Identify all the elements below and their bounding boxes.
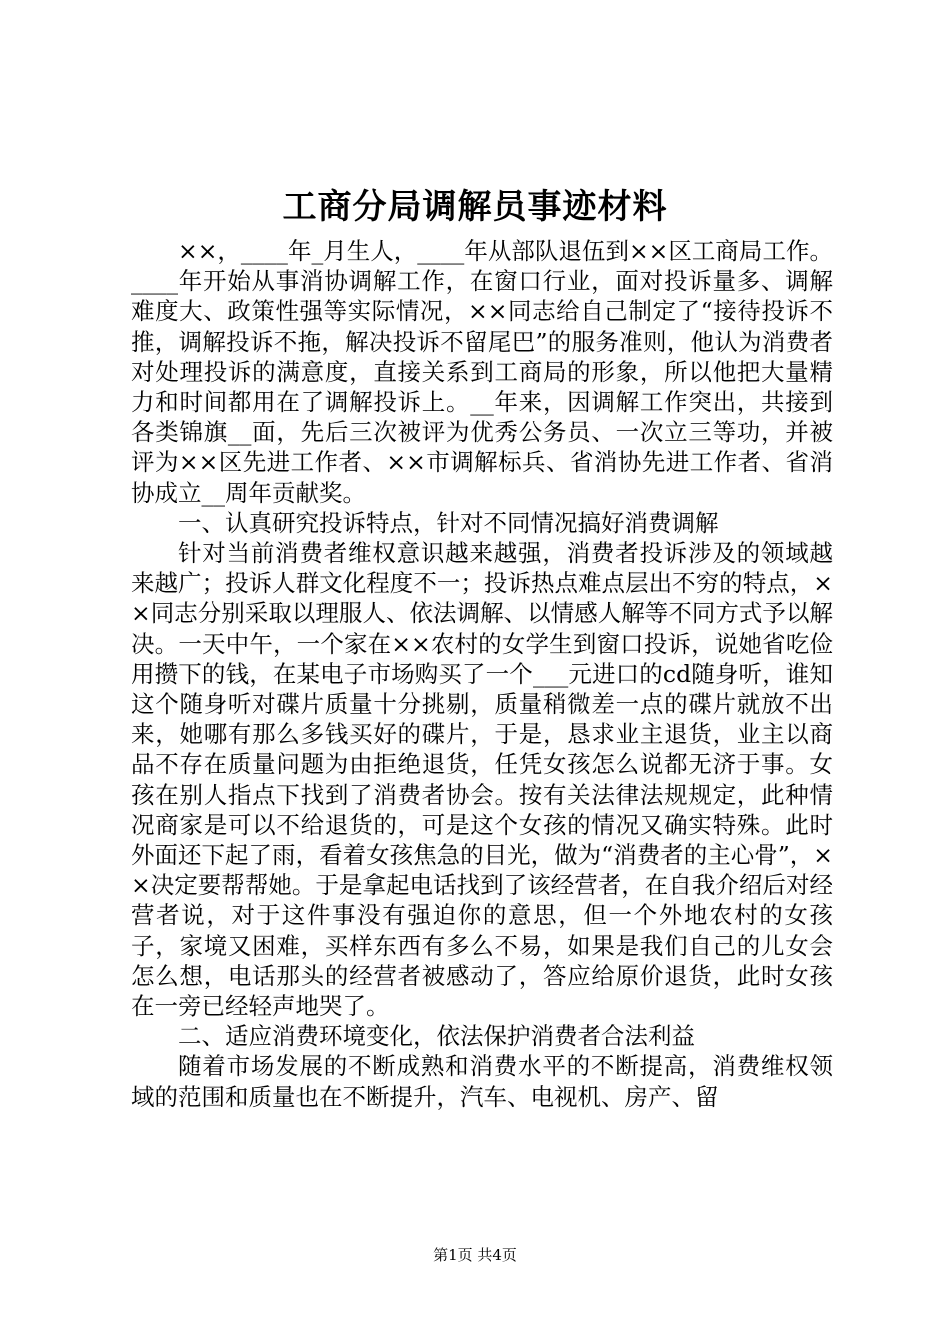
paragraph-section-1: 针对当前消费者维权意识越来越强，消费者投诉涉及的领域越来越广；投诉人群文化程度不一；投诉热点难点层出不穷的特点，××同志分别采取以理服人、依法调解、以情感人解等不同方式予以解决。一天中午，一个家在××农村的女学生到窗口投诉，说她省吃俭用攒下的钱，在某电子市场购买了一个___元进口的cd随身听，谁知这个随身听对碟片质量十分挑剔，质量稍微差一点的碟片就放不出来，她哪有那么多钱买好的碟片，于是，恳求业主退货，业主以商品不存在质量问题为由拒绝退货，任凭女孩怎么说都无济于事。女孩在别人指点下找到了消费者协会。按有关法律法规规定，此种情况商家是可以不给退货的，可是这个女孩的情况又确实特殊。此时外面还下起了雨，看着女孩焦急的目光，做为“消费者的主心骨”，××决定要帮帮她。于是拿起电话找到了该经营者，在自我介绍后对经营者说，对于这件事没有强迫你的意思，但一个外地农村的女孩子，家境又困难，买样东西有多么不易，如果是我们自己的儿女会怎么想，电话那头的经营者被感动了，答应给原价退货，此时女孩在一旁已经轻声地哭了。 xyxy=(131,539,833,1021)
section-heading-1: 一、认真研究投诉特点，针对不同情况搞好消费调解 xyxy=(178,508,719,537)
document-body xyxy=(131,236,833,1112)
paragraph-section-2: 随着市场发展的不断成熟和消费水平的不断提高，消费维权领域的范围和质量也在不断提升，汽车、电视机、房产、留 xyxy=(131,1052,833,1111)
document-title: 工商分局调解员事迹材料 xyxy=(282,187,668,227)
section-heading-2: 二、适应消费环境变化，依法保护消费者合法利益 xyxy=(178,1022,695,1051)
paragraph-intro: ××，____年_月生人，____年从部队退伍到××区工商局工作。____年开始从事消协调解工作，在窗口行业，面对投诉量多、调解难度大、政策性强等实际情况，××同志给自己制定了“接待投诉不推，调解投诉不拖，解决投诉不留尾巴”的服务准则，他认为消费者对处理投诉的满意度，直接关系到工商局的形象，所以他把大量精力和时间都用在了调解投诉上。__年来，因调解工作突出，共接到各类锦旗__面，先后三次被评为优秀公务员、一次立三等功，并被评为××区先进工作者、××市调解标兵、省消协先进工作者、省消协成立__周年贡献奖。 xyxy=(131,237,833,507)
page-number-footer: 第1页 共4页 xyxy=(433,1246,517,1264)
